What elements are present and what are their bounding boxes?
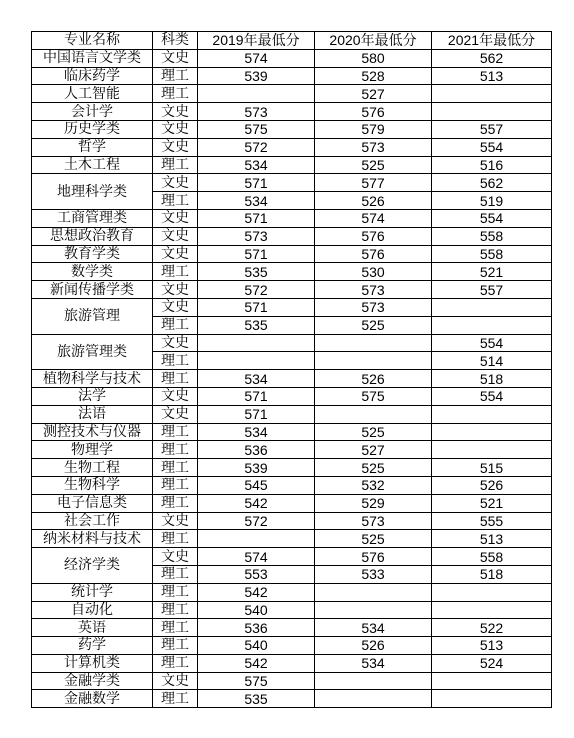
- major-name-cell: 金融学类: [32, 672, 153, 690]
- header-2019: 2019年最低分: [198, 32, 315, 50]
- table-row: [32, 298, 552, 316]
- major-name-cell: 会计学: [32, 103, 153, 121]
- table-row: [32, 281, 552, 299]
- table-row: [32, 441, 552, 459]
- major-name-cell: 英语: [32, 619, 153, 637]
- score-2019-cell: 536: [198, 441, 315, 459]
- score-2021-cell: [432, 298, 552, 316]
- table-row: [32, 476, 552, 494]
- table-row: [32, 548, 552, 566]
- major-name-cell: 旅游管理类: [32, 334, 153, 370]
- score-2019-cell: 571: [198, 405, 315, 423]
- table-row: [32, 423, 552, 441]
- header-category: 科类: [153, 32, 198, 50]
- score-2021-cell: [432, 441, 552, 459]
- major-name-cell: 历史学类: [32, 120, 153, 138]
- score-2021-cell: 513: [432, 637, 552, 655]
- score-2021-cell: 521: [432, 263, 552, 281]
- score-2020-cell: 573: [315, 298, 432, 316]
- major-name-cell: 物理学: [32, 441, 153, 459]
- category-cell: 文史: [153, 405, 198, 423]
- score-2019-cell: 571: [198, 174, 315, 192]
- table-row: [32, 530, 552, 548]
- category-cell: 文史: [153, 209, 198, 227]
- score-2019-cell: 571: [198, 245, 315, 263]
- category-cell: 文史: [153, 334, 198, 352]
- score-2020-cell: 534: [315, 619, 432, 637]
- score-2020-cell: 573: [315, 281, 432, 299]
- major-name-cell: 人工智能: [32, 85, 153, 103]
- score-2021-cell: 557: [432, 120, 552, 138]
- score-2019-cell: [198, 85, 315, 103]
- table-row: [32, 209, 552, 227]
- major-name-cell: 土木工程: [32, 156, 153, 174]
- score-2021-cell: 519: [432, 192, 552, 210]
- score-2019-cell: 572: [198, 281, 315, 299]
- score-2020-cell: 532: [315, 476, 432, 494]
- header-2020: 2020年最低分: [315, 32, 432, 50]
- score-2019-cell: 571: [198, 387, 315, 405]
- category-cell: 理工: [153, 85, 198, 103]
- score-2021-cell: 558: [432, 548, 552, 566]
- score-2019-cell: 536: [198, 619, 315, 637]
- score-2021-cell: [432, 601, 552, 619]
- major-name-cell: 金融数学: [32, 690, 153, 708]
- header-2021: 2021年最低分: [432, 32, 552, 50]
- score-2020-cell: [315, 583, 432, 601]
- category-cell: 理工: [153, 654, 198, 672]
- major-name-cell: 法语: [32, 405, 153, 423]
- score-2019-cell: 572: [198, 512, 315, 530]
- major-name-cell: 新闻传播学类: [32, 281, 153, 299]
- score-2019-cell: [198, 334, 315, 352]
- category-cell: 文史: [153, 672, 198, 690]
- major-name-cell: 社会工作: [32, 512, 153, 530]
- score-2020-cell: 529: [315, 494, 432, 512]
- header-name: 专业名称: [32, 32, 153, 50]
- category-cell: 文史: [153, 103, 198, 121]
- score-2020-cell: 576: [315, 227, 432, 245]
- score-2019-cell: 534: [198, 192, 315, 210]
- score-2020-cell: 576: [315, 103, 432, 121]
- major-name-cell: 统计学: [32, 583, 153, 601]
- score-2020-cell: 526: [315, 192, 432, 210]
- score-2020-cell: [315, 672, 432, 690]
- table-row: [32, 120, 552, 138]
- score-2021-cell: 562: [432, 174, 552, 192]
- score-2019-cell: [198, 352, 315, 370]
- score-2020-cell: 526: [315, 370, 432, 388]
- score-2020-cell: 573: [315, 512, 432, 530]
- score-2021-cell: 558: [432, 227, 552, 245]
- score-2019-cell: 574: [198, 49, 315, 67]
- major-name-cell: 工商管理类: [32, 209, 153, 227]
- category-cell: 文史: [153, 512, 198, 530]
- score-2021-cell: 554: [432, 209, 552, 227]
- score-2021-cell: 522: [432, 619, 552, 637]
- category-cell: 文史: [153, 49, 198, 67]
- major-name-cell: 计算机类: [32, 654, 153, 672]
- category-cell: 文史: [153, 120, 198, 138]
- category-cell: 理工: [153, 263, 198, 281]
- score-2021-cell: [432, 583, 552, 601]
- major-name-cell: 中国语言文学类: [32, 49, 153, 67]
- score-2019-cell: [198, 530, 315, 548]
- table-row: [32, 512, 552, 530]
- major-name-cell: 生物科学: [32, 476, 153, 494]
- score-table: [31, 31, 552, 708]
- score-2021-cell: 515: [432, 459, 552, 477]
- score-2021-cell: 518: [432, 565, 552, 583]
- score-2021-cell: 513: [432, 530, 552, 548]
- table-row: [32, 49, 552, 67]
- category-cell: 理工: [153, 156, 198, 174]
- score-2021-cell: [432, 672, 552, 690]
- table-row: [32, 672, 552, 690]
- category-cell: 理工: [153, 67, 198, 85]
- category-cell: 理工: [153, 476, 198, 494]
- table-row: [32, 494, 552, 512]
- score-2020-cell: 576: [315, 245, 432, 263]
- category-cell: 理工: [153, 637, 198, 655]
- table-row: [32, 583, 552, 601]
- score-2019-cell: 535: [198, 690, 315, 708]
- category-cell: 理工: [153, 601, 198, 619]
- category-cell: 理工: [153, 619, 198, 637]
- table-row: [32, 138, 552, 156]
- score-2021-cell: 521: [432, 494, 552, 512]
- score-2020-cell: [315, 601, 432, 619]
- table-row: [32, 654, 552, 672]
- table-row: [32, 263, 552, 281]
- score-2020-cell: 525: [315, 459, 432, 477]
- category-cell: 文史: [153, 548, 198, 566]
- score-2019-cell: 553: [198, 565, 315, 583]
- table-row: [32, 103, 552, 121]
- table-row: [32, 67, 552, 85]
- score-2019-cell: 572: [198, 138, 315, 156]
- category-cell: 理工: [153, 494, 198, 512]
- category-cell: 理工: [153, 370, 198, 388]
- score-2019-cell: 542: [198, 494, 315, 512]
- score-2020-cell: 525: [315, 156, 432, 174]
- major-name-cell: 数学类: [32, 263, 153, 281]
- table-row: [32, 156, 552, 174]
- major-name-cell: 植物科学与技术: [32, 370, 153, 388]
- score-2020-cell: 525: [315, 530, 432, 548]
- score-2019-cell: 535: [198, 263, 315, 281]
- score-2019-cell: 545: [198, 476, 315, 494]
- table-row: [32, 85, 552, 103]
- table-row: [32, 459, 552, 477]
- score-2021-cell: 554: [432, 387, 552, 405]
- score-2021-cell: 557: [432, 281, 552, 299]
- score-2021-cell: 555: [432, 512, 552, 530]
- category-cell: 理工: [153, 583, 198, 601]
- score-2019-cell: 534: [198, 370, 315, 388]
- score-2021-cell: [432, 690, 552, 708]
- category-cell: 文史: [153, 281, 198, 299]
- table-row: [32, 387, 552, 405]
- category-cell: 理工: [153, 459, 198, 477]
- score-2019-cell: 539: [198, 67, 315, 85]
- score-2020-cell: 575: [315, 387, 432, 405]
- score-2021-cell: 513: [432, 67, 552, 85]
- score-2020-cell: 527: [315, 85, 432, 103]
- score-2019-cell: 574: [198, 548, 315, 566]
- score-2020-cell: 526: [315, 637, 432, 655]
- category-cell: 文史: [153, 245, 198, 263]
- score-2019-cell: 540: [198, 601, 315, 619]
- score-2021-cell: 516: [432, 156, 552, 174]
- score-2020-cell: 528: [315, 67, 432, 85]
- major-name-cell: 经济学类: [32, 548, 153, 584]
- table-row: [32, 690, 552, 708]
- score-2019-cell: 542: [198, 583, 315, 601]
- major-name-cell: 教育学类: [32, 245, 153, 263]
- category-cell: 理工: [153, 423, 198, 441]
- table-body: [32, 49, 552, 707]
- score-2021-cell: [432, 85, 552, 103]
- major-name-cell: 电子信息类: [32, 494, 153, 512]
- score-2020-cell: 579: [315, 120, 432, 138]
- score-2020-cell: 577: [315, 174, 432, 192]
- score-2020-cell: 533: [315, 565, 432, 583]
- major-name-cell: 思想政治教育: [32, 227, 153, 245]
- score-2019-cell: 575: [198, 672, 315, 690]
- score-2019-cell: 575: [198, 120, 315, 138]
- score-2021-cell: [432, 405, 552, 423]
- score-2021-cell: 562: [432, 49, 552, 67]
- major-name-cell: 旅游管理: [32, 298, 153, 334]
- category-cell: 理工: [153, 530, 198, 548]
- score-2021-cell: 514: [432, 352, 552, 370]
- score-2021-cell: 554: [432, 334, 552, 352]
- score-2019-cell: 573: [198, 103, 315, 121]
- major-name-cell: 测控技术与仪器: [32, 423, 153, 441]
- score-2019-cell: 540: [198, 637, 315, 655]
- major-name-cell: 自动化: [32, 601, 153, 619]
- score-2021-cell: 526: [432, 476, 552, 494]
- major-name-cell: 临床药学: [32, 67, 153, 85]
- score-2021-cell: 554: [432, 138, 552, 156]
- major-name-cell: 法学: [32, 387, 153, 405]
- category-cell: 理工: [153, 192, 198, 210]
- major-name-cell: 生物工程: [32, 459, 153, 477]
- score-2019-cell: 534: [198, 423, 315, 441]
- score-2019-cell: 571: [198, 298, 315, 316]
- category-cell: 理工: [153, 441, 198, 459]
- score-2020-cell: [315, 334, 432, 352]
- score-2021-cell: 524: [432, 654, 552, 672]
- score-2021-cell: 518: [432, 370, 552, 388]
- score-2020-cell: 530: [315, 263, 432, 281]
- category-cell: 文史: [153, 387, 198, 405]
- category-cell: 文史: [153, 298, 198, 316]
- major-name-cell: 哲学: [32, 138, 153, 156]
- score-2020-cell: 576: [315, 548, 432, 566]
- score-2021-cell: [432, 103, 552, 121]
- table-row: [32, 405, 552, 423]
- table-row: [32, 601, 552, 619]
- major-name-cell: 地理科学类: [32, 174, 153, 210]
- score-2020-cell: 574: [315, 209, 432, 227]
- category-cell: 文史: [153, 138, 198, 156]
- table-row: [32, 227, 552, 245]
- score-2020-cell: [315, 352, 432, 370]
- score-2019-cell: 571: [198, 209, 315, 227]
- score-2021-cell: [432, 423, 552, 441]
- score-2020-cell: 580: [315, 49, 432, 67]
- score-2019-cell: 535: [198, 316, 315, 334]
- category-cell: 文史: [153, 227, 198, 245]
- table-row: [32, 619, 552, 637]
- category-cell: 理工: [153, 316, 198, 334]
- table-row: [32, 334, 552, 352]
- table-row: [32, 637, 552, 655]
- category-cell: 文史: [153, 174, 198, 192]
- score-2020-cell: 534: [315, 654, 432, 672]
- table-row: [32, 245, 552, 263]
- score-2019-cell: 534: [198, 156, 315, 174]
- score-2019-cell: 542: [198, 654, 315, 672]
- score-2020-cell: 527: [315, 441, 432, 459]
- table-row: [32, 370, 552, 388]
- category-cell: 理工: [153, 352, 198, 370]
- header-row: [32, 32, 552, 50]
- category-cell: 理工: [153, 690, 198, 708]
- score-2021-cell: [432, 316, 552, 334]
- category-cell: 理工: [153, 565, 198, 583]
- score-2019-cell: 573: [198, 227, 315, 245]
- score-2020-cell: [315, 690, 432, 708]
- major-name-cell: 纳米材料与技术: [32, 530, 153, 548]
- score-2021-cell: 558: [432, 245, 552, 263]
- score-2019-cell: 539: [198, 459, 315, 477]
- score-2020-cell: [315, 405, 432, 423]
- score-2020-cell: 525: [315, 423, 432, 441]
- major-name-cell: 药学: [32, 637, 153, 655]
- score-2020-cell: 525: [315, 316, 432, 334]
- score-2020-cell: 573: [315, 138, 432, 156]
- table-row: [32, 174, 552, 192]
